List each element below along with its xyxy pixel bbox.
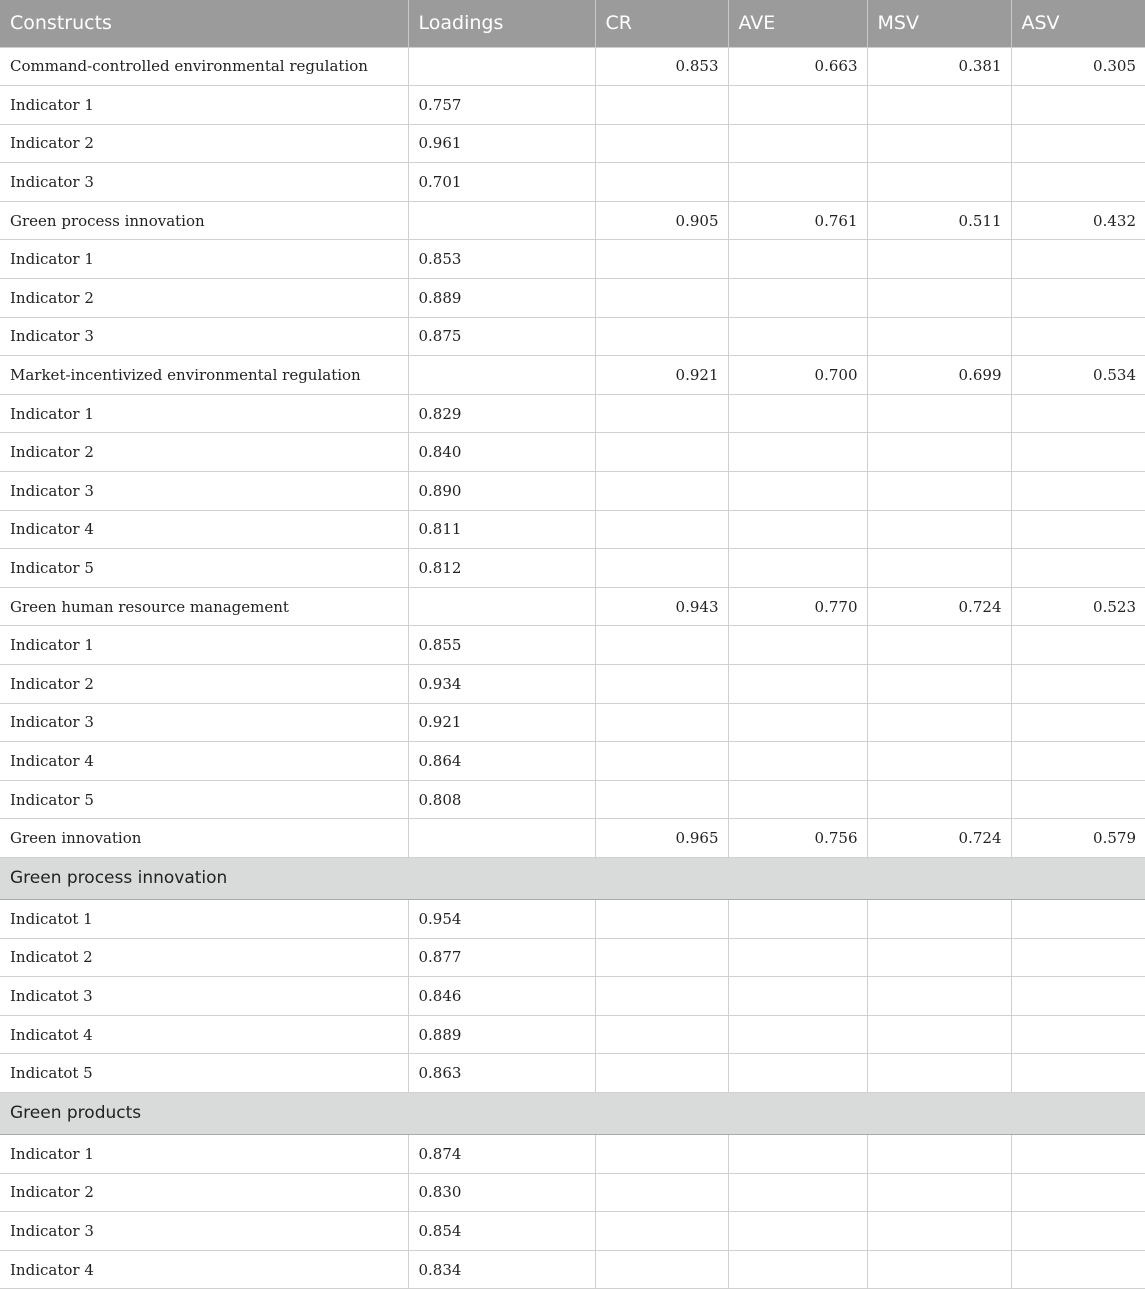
ave-cell [728, 1212, 867, 1251]
msv-cell [867, 1212, 1011, 1251]
cr-cell [595, 549, 728, 588]
msv-cell: 0.511 [867, 201, 1011, 240]
header-ave: AVE [728, 0, 867, 47]
loading-cell: 0.890 [408, 472, 595, 511]
construct-name: Green innovation [0, 819, 408, 858]
ave-cell [728, 1250, 867, 1289]
section-title: Green products [0, 1092, 1145, 1134]
header-asv: ASV [1011, 0, 1145, 47]
construct-name: Command-controlled environmental regulation [0, 47, 408, 86]
indicator-name: Indicator 3 [0, 703, 408, 742]
msv-cell [867, 899, 1011, 938]
loading-cell: 0.829 [408, 394, 595, 433]
ave-cell [728, 899, 867, 938]
loading-cell: 0.853 [408, 240, 595, 279]
ave-cell [728, 240, 867, 279]
msv-cell: 0.724 [867, 587, 1011, 626]
asv-cell: 0.432 [1011, 201, 1145, 240]
cr-cell: 0.905 [595, 201, 728, 240]
indicator-row [0, 1134, 1145, 1173]
asv-cell [1011, 1134, 1145, 1173]
indicator-row [0, 742, 1145, 781]
indicator-name: Indicator 5 [0, 780, 408, 819]
msv-cell [867, 549, 1011, 588]
loading-cell: 0.855 [408, 626, 595, 665]
asv-cell [1011, 780, 1145, 819]
cr-cell [595, 163, 728, 202]
loading-cell: 0.812 [408, 549, 595, 588]
msv-cell [867, 665, 1011, 704]
loading-cell: 0.701 [408, 163, 595, 202]
construct-row [0, 356, 1145, 395]
asv-cell [1011, 163, 1145, 202]
ave-cell [728, 163, 867, 202]
asv-cell [1011, 1173, 1145, 1212]
ave-cell [728, 279, 867, 318]
indicator-row [0, 780, 1145, 819]
asv-cell [1011, 86, 1145, 125]
cr-cell [595, 1250, 728, 1289]
ave-cell [728, 703, 867, 742]
asv-cell [1011, 1250, 1145, 1289]
msv-cell [867, 1250, 1011, 1289]
ave-cell [728, 665, 867, 704]
asv-cell [1011, 938, 1145, 977]
indicator-name: Indicator 3 [0, 1212, 408, 1251]
asv-cell: 0.534 [1011, 356, 1145, 395]
loading-cell [408, 47, 595, 86]
loading-cell: 0.889 [408, 279, 595, 318]
loading-cell: 0.864 [408, 742, 595, 781]
cr-cell [595, 124, 728, 163]
indicator-row [0, 472, 1145, 511]
msv-cell [867, 1173, 1011, 1212]
cr-cell [595, 279, 728, 318]
msv-cell [867, 472, 1011, 511]
table-body [0, 47, 1145, 1289]
asv-cell [1011, 703, 1145, 742]
indicator-row [0, 977, 1145, 1016]
asv-cell [1011, 1054, 1145, 1093]
loading-cell: 0.934 [408, 665, 595, 704]
indicator-row [0, 240, 1145, 279]
cr-cell: 0.965 [595, 819, 728, 858]
loading-cell: 0.808 [408, 780, 595, 819]
loading-cell [408, 201, 595, 240]
indicator-row [0, 1212, 1145, 1251]
cr-cell [595, 742, 728, 781]
indicator-name: Indicator 2 [0, 279, 408, 318]
indicator-name: Indicator 4 [0, 1250, 408, 1289]
msv-cell: 0.724 [867, 819, 1011, 858]
ave-cell [728, 317, 867, 356]
indicator-name: Indicatot 4 [0, 1015, 408, 1054]
asv-cell [1011, 279, 1145, 318]
cr-cell [595, 938, 728, 977]
cr-cell [595, 1134, 728, 1173]
asv-cell [1011, 394, 1145, 433]
loading-cell: 0.875 [408, 317, 595, 356]
section-row [0, 857, 1145, 899]
indicator-row [0, 317, 1145, 356]
asv-cell: 0.305 [1011, 47, 1145, 86]
indicator-row [0, 626, 1145, 665]
indicator-name: Indicator 1 [0, 394, 408, 433]
msv-cell [867, 626, 1011, 665]
loading-cell: 0.874 [408, 1134, 595, 1173]
ave-cell [728, 124, 867, 163]
indicator-row [0, 703, 1145, 742]
cr-cell: 0.853 [595, 47, 728, 86]
indicator-row [0, 86, 1145, 125]
loading-cell: 0.846 [408, 977, 595, 1016]
asv-cell: 0.579 [1011, 819, 1145, 858]
msv-cell [867, 1015, 1011, 1054]
msv-cell [867, 780, 1011, 819]
loading-cell: 0.830 [408, 1173, 595, 1212]
msv-cell [867, 317, 1011, 356]
cr-cell [595, 472, 728, 511]
asv-cell [1011, 472, 1145, 511]
ave-cell [728, 1173, 867, 1212]
ave-cell [728, 977, 867, 1016]
ave-cell [728, 938, 867, 977]
msv-cell [867, 703, 1011, 742]
section-title: Green process innovation [0, 857, 1145, 899]
loading-cell [408, 819, 595, 858]
asv-cell [1011, 433, 1145, 472]
indicator-row [0, 163, 1145, 202]
ave-cell [728, 742, 867, 781]
loading-cell [408, 587, 595, 626]
cr-cell [595, 665, 728, 704]
ave-cell [728, 626, 867, 665]
section-row [0, 1092, 1145, 1134]
cr-cell [595, 1173, 728, 1212]
ave-cell [728, 86, 867, 125]
indicator-name: Indicator 3 [0, 163, 408, 202]
asv-cell [1011, 626, 1145, 665]
indicator-name: Indicator 1 [0, 626, 408, 665]
indicator-row [0, 1173, 1145, 1212]
cr-cell [595, 1015, 728, 1054]
asv-cell [1011, 899, 1145, 938]
loading-cell: 0.840 [408, 433, 595, 472]
indicator-row [0, 549, 1145, 588]
indicator-row [0, 124, 1145, 163]
loading-cell: 0.811 [408, 510, 595, 549]
indicator-name: Indicator 1 [0, 1134, 408, 1173]
indicator-name: Indicator 4 [0, 510, 408, 549]
msv-cell [867, 279, 1011, 318]
construct-name: Green process innovation [0, 201, 408, 240]
indicator-row [0, 1015, 1145, 1054]
loading-cell: 0.834 [408, 1250, 595, 1289]
cr-cell [595, 626, 728, 665]
construct-name: Market-incentivized environmental regulation [0, 356, 408, 395]
cr-cell [595, 317, 728, 356]
indicator-name: Indicator 2 [0, 433, 408, 472]
msv-cell: 0.381 [867, 47, 1011, 86]
indicator-name: Indicator 4 [0, 742, 408, 781]
ave-cell: 0.770 [728, 587, 867, 626]
indicator-name: Indicator 1 [0, 86, 408, 125]
indicator-row [0, 1054, 1145, 1093]
loading-cell: 0.877 [408, 938, 595, 977]
header-msv: MSV [867, 0, 1011, 47]
header-constructs: Constructs [0, 0, 408, 47]
ave-cell: 0.700 [728, 356, 867, 395]
asv-cell [1011, 742, 1145, 781]
indicator-name: Indicator 3 [0, 317, 408, 356]
msv-cell [867, 240, 1011, 279]
indicator-row [0, 394, 1145, 433]
cr-cell: 0.921 [595, 356, 728, 395]
asv-cell: 0.523 [1011, 587, 1145, 626]
loading-cell: 0.854 [408, 1212, 595, 1251]
loading-cell: 0.863 [408, 1054, 595, 1093]
cr-cell [595, 394, 728, 433]
asv-cell [1011, 977, 1145, 1016]
indicator-name: Indicatot 1 [0, 899, 408, 938]
asv-cell [1011, 549, 1145, 588]
ave-cell [728, 1054, 867, 1093]
ave-cell: 0.663 [728, 47, 867, 86]
header-row [0, 0, 1145, 47]
ave-cell [728, 433, 867, 472]
asv-cell [1011, 240, 1145, 279]
cr-cell [595, 510, 728, 549]
header-cr: CR [595, 0, 728, 47]
construct-name: Green human resource management [0, 587, 408, 626]
ave-cell [728, 1015, 867, 1054]
asv-cell [1011, 1212, 1145, 1251]
construct-row [0, 47, 1145, 86]
indicator-name: Indicatot 5 [0, 1054, 408, 1093]
loading-cell: 0.889 [408, 1015, 595, 1054]
msv-cell [867, 977, 1011, 1016]
cr-cell [595, 240, 728, 279]
ave-cell [728, 549, 867, 588]
msv-cell [867, 86, 1011, 125]
indicator-row [0, 279, 1145, 318]
construct-row [0, 587, 1145, 626]
msv-cell [867, 1134, 1011, 1173]
msv-cell [867, 742, 1011, 781]
indicator-name: Indicator 1 [0, 240, 408, 279]
msv-cell: 0.699 [867, 356, 1011, 395]
cr-cell [595, 1212, 728, 1251]
cr-cell: 0.943 [595, 587, 728, 626]
asv-cell [1011, 317, 1145, 356]
cr-cell [595, 977, 728, 1016]
asv-cell [1011, 510, 1145, 549]
indicator-row [0, 665, 1145, 704]
msv-cell [867, 394, 1011, 433]
ave-cell [728, 1134, 867, 1173]
loading-cell: 0.921 [408, 703, 595, 742]
indicator-row [0, 938, 1145, 977]
ave-cell: 0.756 [728, 819, 867, 858]
msv-cell [867, 124, 1011, 163]
ave-cell [728, 394, 867, 433]
msv-cell [867, 510, 1011, 549]
indicator-row [0, 899, 1145, 938]
indicator-name: Indicator 2 [0, 665, 408, 704]
ave-cell [728, 780, 867, 819]
loading-cell [408, 356, 595, 395]
cr-cell [595, 703, 728, 742]
ave-cell: 0.761 [728, 201, 867, 240]
indicator-name: Indicator 5 [0, 549, 408, 588]
indicator-row [0, 1250, 1145, 1289]
indicator-name: Indicator 2 [0, 124, 408, 163]
construct-row [0, 201, 1145, 240]
header-loadings: Loadings [408, 0, 595, 47]
loading-cell: 0.954 [408, 899, 595, 938]
msv-cell [867, 433, 1011, 472]
indicator-name: Indicator 3 [0, 472, 408, 511]
indicator-name: Indicatot 3 [0, 977, 408, 1016]
indicator-row [0, 433, 1145, 472]
msv-cell [867, 1054, 1011, 1093]
cr-cell [595, 86, 728, 125]
table-header [0, 0, 1145, 47]
msv-cell [867, 163, 1011, 202]
indicator-row [0, 510, 1145, 549]
loading-cell: 0.961 [408, 124, 595, 163]
cr-cell [595, 899, 728, 938]
loading-cell: 0.757 [408, 86, 595, 125]
construct-row [0, 819, 1145, 858]
ave-cell [728, 510, 867, 549]
indicator-name: Indicator 2 [0, 1173, 408, 1212]
ave-cell [728, 472, 867, 511]
indicator-name: Indicatot 2 [0, 938, 408, 977]
asv-cell [1011, 1015, 1145, 1054]
msv-cell [867, 938, 1011, 977]
cr-cell [595, 780, 728, 819]
cr-cell [595, 1054, 728, 1093]
asv-cell [1011, 124, 1145, 163]
cr-cell [595, 433, 728, 472]
asv-cell [1011, 665, 1145, 704]
